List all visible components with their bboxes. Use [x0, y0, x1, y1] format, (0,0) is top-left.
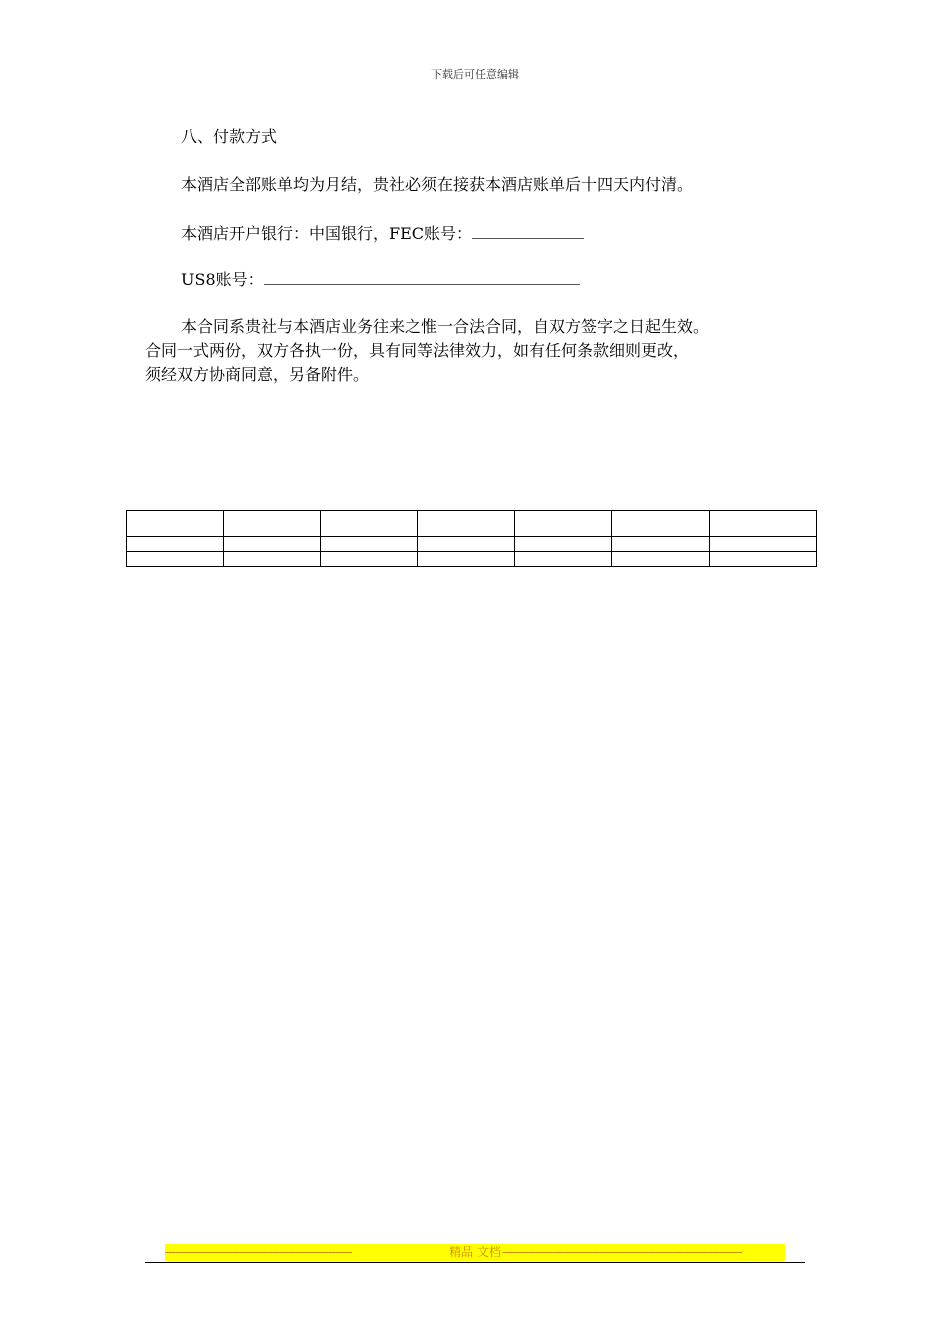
- table-cell: [612, 537, 710, 552]
- table-cell: [612, 511, 710, 537]
- table-cell: [418, 537, 515, 552]
- contract-line-3: 须经双方协商同意，另备附件。: [145, 365, 370, 384]
- table-cell: [612, 552, 710, 567]
- table-cell: [710, 511, 817, 537]
- us8-account-label: US8账号：: [181, 270, 264, 289]
- table-cell: [127, 511, 224, 537]
- bank-account-label: 本酒店开户银行：中国银行，FEC账号：: [181, 224, 473, 243]
- footer-rule: [145, 1262, 805, 1263]
- table-cell: [127, 537, 224, 552]
- page-header-note: 下载后可任意编辑: [431, 68, 519, 81]
- table-cell: [515, 537, 612, 552]
- footer-left-dashes: --------------------------------------------------------: [165, 1245, 352, 1259]
- table-cell: [321, 511, 418, 537]
- table-cell: [321, 537, 418, 552]
- bank-account-line: [145, 221, 861, 246]
- table-cell: [710, 552, 817, 567]
- table-cell: [418, 552, 515, 567]
- contract-line-2: 合同一式两份，双方各执一份，具有同等法律效力，如有任何条款细则更改，: [145, 341, 690, 360]
- empty-grid-table: [126, 510, 817, 567]
- fec-account-blank: [472, 221, 584, 239]
- footer-label: 精品 文档: [449, 1245, 501, 1259]
- footer-highlight-bar: [165, 1244, 785, 1261]
- table-cell: [321, 552, 418, 567]
- table-cell: [515, 552, 612, 567]
- us8-account-blank: [264, 267, 580, 285]
- billing-paragraph: 本酒店全部账单均为月结，贵社必须在接获本酒店账单后十四天内付清。: [181, 175, 694, 194]
- table-row: [127, 537, 817, 552]
- table-cell: [127, 552, 224, 567]
- contract-paragraph: [145, 315, 825, 387]
- table-cell: [224, 511, 321, 537]
- section-title: 八、付款方式: [181, 127, 278, 146]
- table-cell: [515, 511, 612, 537]
- footer-right-dashes: ------------------------------------------------------------------------: [501, 1245, 742, 1259]
- table-row: [127, 552, 817, 567]
- table-cell: [224, 537, 321, 552]
- table-cell: [710, 537, 817, 552]
- table-cell: [224, 552, 321, 567]
- contract-line-1: 本合同系贵社与本酒店业务往来之惟一合法合同，自双方签字之日起生效。: [181, 317, 710, 336]
- us8-account-line: [145, 267, 861, 292]
- table-row: [127, 511, 817, 537]
- table-cell: [418, 511, 515, 537]
